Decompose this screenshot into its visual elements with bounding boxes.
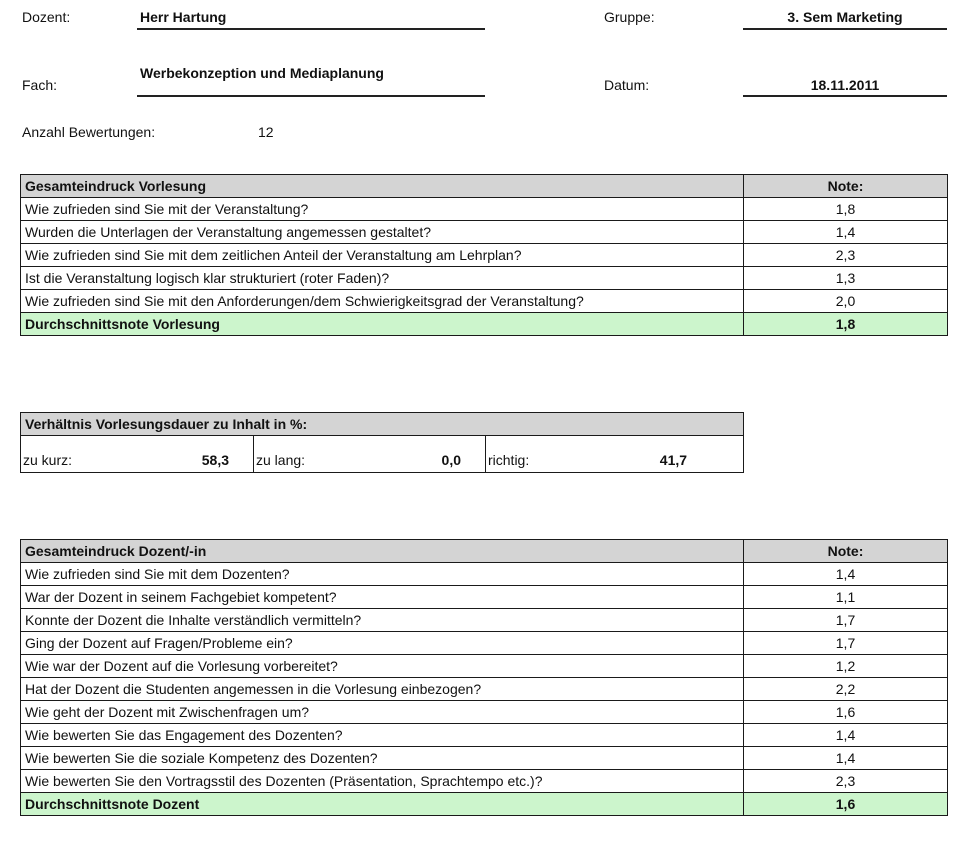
question-cell: Wie zufrieden sind Sie mit der Veranstaltung? — [21, 198, 744, 221]
fach-label: Fach: — [22, 77, 58, 93]
zu-kurz-cell — [21, 436, 254, 473]
vorlesung-average-value: 1,8 — [744, 313, 948, 336]
richtig-value: 41,7 — [659, 452, 688, 468]
table-row — [21, 655, 948, 678]
question-cell: Wie war der Dozent auf die Vorlesung vorbereitet? — [21, 655, 744, 678]
dozent-average-label: Durchschnittsnote Dozent — [21, 793, 744, 816]
note-cell: 1,8 — [744, 198, 948, 221]
verhaeltnis-data-row — [21, 436, 744, 473]
dozent-value: Herr Hartung — [140, 9, 227, 25]
note-cell: 1,7 — [744, 609, 948, 632]
question-cell: War der Dozent in seinem Fachgebiet kompetent? — [21, 586, 744, 609]
gruppe-label: Gruppe: — [604, 9, 655, 25]
note-cell: 2,2 — [744, 678, 948, 701]
fach-value: Werbekonzeption und Mediaplanung — [140, 65, 384, 81]
vorlesung-table — [20, 174, 948, 336]
table-row — [21, 747, 948, 770]
question-cell: Ging der Dozent auf Fragen/Probleme ein? — [21, 632, 744, 655]
question-cell: Wie geht der Dozent mit Zwischenfragen um? — [21, 701, 744, 724]
dozent-table — [20, 539, 948, 816]
note-cell: 1,1 — [744, 586, 948, 609]
table-row — [21, 198, 948, 221]
question-cell: Wie zufrieden sind Sie mit dem Dozenten? — [21, 563, 744, 586]
verhaeltnis-table — [20, 412, 744, 473]
zu-lang-value: 0,0 — [441, 452, 461, 468]
dozent-average-value: 1,6 — [744, 793, 948, 816]
table-row — [21, 724, 948, 747]
dozent-note-header: Note: — [744, 540, 948, 563]
note-cell: 1,4 — [744, 724, 948, 747]
table-row — [21, 609, 948, 632]
note-cell: 2,3 — [744, 770, 948, 793]
table-row — [21, 290, 948, 313]
verhaeltnis-title: Verhältnis Vorlesungsdauer zu Inhalt in %: — [21, 413, 744, 436]
table-row — [21, 678, 948, 701]
anzahl-value: 12 — [258, 124, 274, 140]
datum-value: 18.11.2011 — [810, 77, 880, 93]
question-cell: Konnte der Dozent die Inhalte verständlich vermitteln? — [21, 609, 744, 632]
question-cell: Wie zufrieden sind Sie mit dem zeitlichen Anteil der Veranstaltung am Lehrplan? — [21, 244, 744, 267]
table-row — [21, 244, 948, 267]
anzahl-label: Anzahl Bewertungen: — [22, 124, 156, 140]
gruppe-value: 3. Sem Marketing — [787, 9, 903, 25]
vorlesung-average-row — [21, 313, 948, 336]
note-cell: 1,4 — [744, 221, 948, 244]
zu-kurz-label: zu kurz: — [23, 452, 73, 468]
vorlesung-title: Gesamteindruck Vorlesung — [21, 175, 744, 198]
question-cell: Wie bewerten Sie das Engagement des Dozenten? — [21, 724, 744, 747]
vorlesung-note-header: Note: — [744, 175, 948, 198]
richtig-cell — [486, 436, 744, 473]
verhaeltnis-header-row — [21, 413, 744, 436]
richtig-label: richtig: — [488, 452, 530, 468]
note-cell: 1,3 — [744, 267, 948, 290]
note-cell: 1,2 — [744, 655, 948, 678]
table-row — [21, 221, 948, 244]
zu-lang-cell — [254, 436, 486, 473]
dozent-label: Dozent: — [22, 9, 71, 25]
table-row — [21, 770, 948, 793]
table-row — [21, 701, 948, 724]
note-cell: 2,3 — [744, 244, 948, 267]
question-cell: Hat der Dozent die Studenten angemessen in die Vorlesung einbezogen? — [21, 678, 744, 701]
question-cell: Wie bewerten Sie die soziale Kompetenz des Dozenten? — [21, 747, 744, 770]
note-cell: 1,4 — [744, 747, 948, 770]
question-cell: Ist die Veranstaltung logisch klar strukturiert (roter Faden)? — [21, 267, 744, 290]
note-cell: 1,4 — [744, 563, 948, 586]
note-cell: 1,6 — [744, 701, 948, 724]
question-cell: Wie zufrieden sind Sie mit den Anforderungen/dem Schwierigkeitsgrad der Veranstaltung? — [21, 290, 744, 313]
dozent-average-row — [21, 793, 948, 816]
table-row — [21, 267, 948, 290]
zu-kurz-value: 58,3 — [201, 452, 229, 468]
gruppe-underline — [743, 28, 947, 30]
datum-label: Datum: — [604, 77, 650, 93]
table-row — [21, 632, 948, 655]
dozent-underline — [137, 28, 485, 30]
vorlesung-header-row — [21, 175, 948, 198]
question-cell: Wie bewerten Sie den Vortragsstil des Dozenten (Präsentation, Sprachtempo etc.)? — [21, 770, 744, 793]
fach-underline — [137, 95, 485, 97]
vorlesung-average-label: Durchschnittsnote Vorlesung — [21, 313, 744, 336]
note-cell: 1,7 — [744, 632, 948, 655]
zu-lang-label: zu lang: — [256, 452, 306, 468]
question-cell: Wurden die Unterlagen der Veranstaltung angemessen gestaltet? — [21, 221, 744, 244]
note-cell: 2,0 — [744, 290, 948, 313]
datum-underline — [743, 95, 947, 97]
dozent-header-row — [21, 540, 948, 563]
dozent-title: Gesamteindruck Dozent/-in — [21, 540, 744, 563]
table-row — [21, 563, 948, 586]
table-row — [21, 586, 948, 609]
